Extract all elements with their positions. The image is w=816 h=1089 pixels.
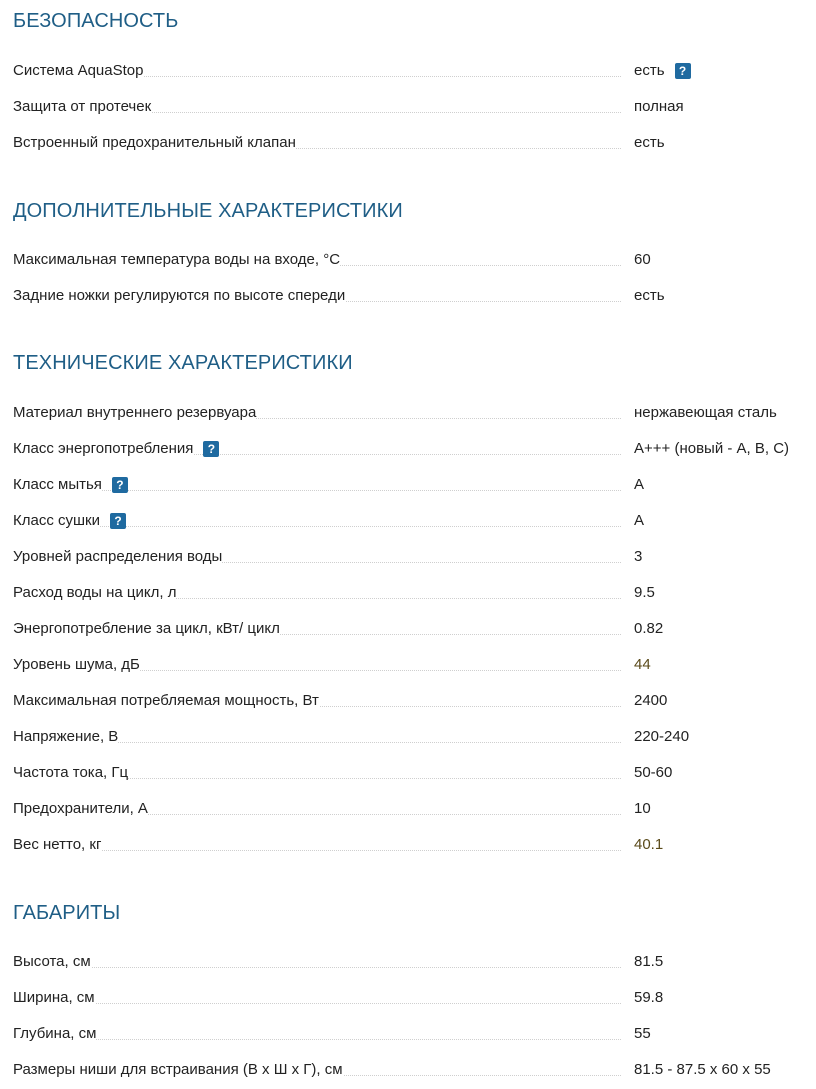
spec-label: Материал внутреннего резервуара [13,401,256,425]
dotted-leader [13,850,621,851]
spec-value: есть [634,131,665,155]
spec-label: Уровень шума, дБ [13,653,140,677]
section-title: ГАБАРИТЫ [13,902,121,924]
spec-label: Предохранители, А [13,797,148,821]
spec-row [0,950,816,974]
spec-value: 81.5 [634,950,663,974]
spec-label: Класс энергопотребления [13,437,193,461]
spec-row [0,617,816,641]
spec-row [0,986,816,1010]
help-icon[interactable]: ? [675,63,691,79]
spec-value: 0.82 [634,617,663,641]
spec-label: Размеры ниши для встраивания (В х Ш х Г), см [13,1058,343,1082]
dotted-leader [13,967,621,968]
spec-value: 3 [634,545,642,569]
spec-value: полная [634,95,684,119]
spec-row [0,473,816,497]
spec-row [0,653,816,677]
spec-label: Напряжение, В [13,725,118,749]
spec-row [0,833,816,857]
spec-label: Уровней распределения воды [13,545,222,569]
spec-label: Встроенный предохранительный клапан [13,131,296,155]
spec-label: Расход воды на цикл, л [13,581,176,605]
spec-value: 60 [634,248,651,272]
spec-row [0,59,816,83]
spec-value: 55 [634,1022,651,1046]
spec-value: есть [634,59,665,83]
spec-label: Максимальная температура воды на входе, °C [13,248,340,272]
spec-label: Класс мытья [13,473,102,497]
spec-label: Ширина, см [13,986,95,1010]
spec-value: 10 [634,797,651,821]
spec-label: Частота тока, Гц [13,761,128,785]
spec-label: Класс сушки [13,509,100,533]
spec-value: A+++ (новый - A, B, C) [634,437,789,461]
spec-value: 220-240 [634,725,689,749]
dotted-leader [13,1003,621,1004]
spec-value: нержавеющая сталь [634,401,777,425]
spec-value: A [634,473,644,497]
spec-label: Высота, см [13,950,91,974]
section-title: ДОПОЛНИТЕЛЬНЫЕ ХАРАКТЕРИСТИКИ [13,200,403,222]
spec-row [0,509,816,533]
spec-label: Система AquaStop [13,59,143,83]
spec-row [0,797,816,821]
spec-row [0,761,816,785]
spec-row [0,689,816,713]
help-icon[interactable]: ? [110,513,126,529]
spec-value: 40.1 [634,833,663,857]
spec-row [0,725,816,749]
spec-label: Энергопотребление за цикл, кВт/ цикл [13,617,280,641]
section-title: ТЕХНИЧЕСКИЕ ХАРАКТЕРИСТИКИ [13,352,353,374]
help-icon[interactable]: ? [112,477,128,493]
help-icon[interactable]: ? [203,441,219,457]
spec-label: Глубина, см [13,1022,96,1046]
spec-value: 44 [634,653,651,677]
spec-row [0,284,816,308]
spec-value: A [634,509,644,533]
dotted-leader [13,1039,621,1040]
spec-value: 59.8 [634,986,663,1010]
spec-value: 9.5 [634,581,655,605]
spec-value: 81.5 - 87.5 x 60 x 55 [634,1058,771,1082]
spec-value: 2400 [634,689,667,713]
spec-row [0,248,816,272]
spec-value: 50-60 [634,761,672,785]
spec-row [0,545,816,569]
spec-value: есть [634,284,665,308]
spec-row [0,131,816,155]
spec-row [0,95,816,119]
section-title: БЕЗОПАСНОСТЬ [13,10,179,32]
spec-label: Задние ножки регулируются по высоте спереди [13,284,345,308]
spec-row [0,1022,816,1046]
spec-label: Вес нетто, кг [13,833,101,857]
spec-row [0,581,816,605]
spec-label: Максимальная потребляемая мощность, Вт [13,689,319,713]
spec-row [0,401,816,425]
spec-label: Защита от протечек [13,95,151,119]
spec-row [0,437,816,461]
spec-row [0,1058,816,1082]
